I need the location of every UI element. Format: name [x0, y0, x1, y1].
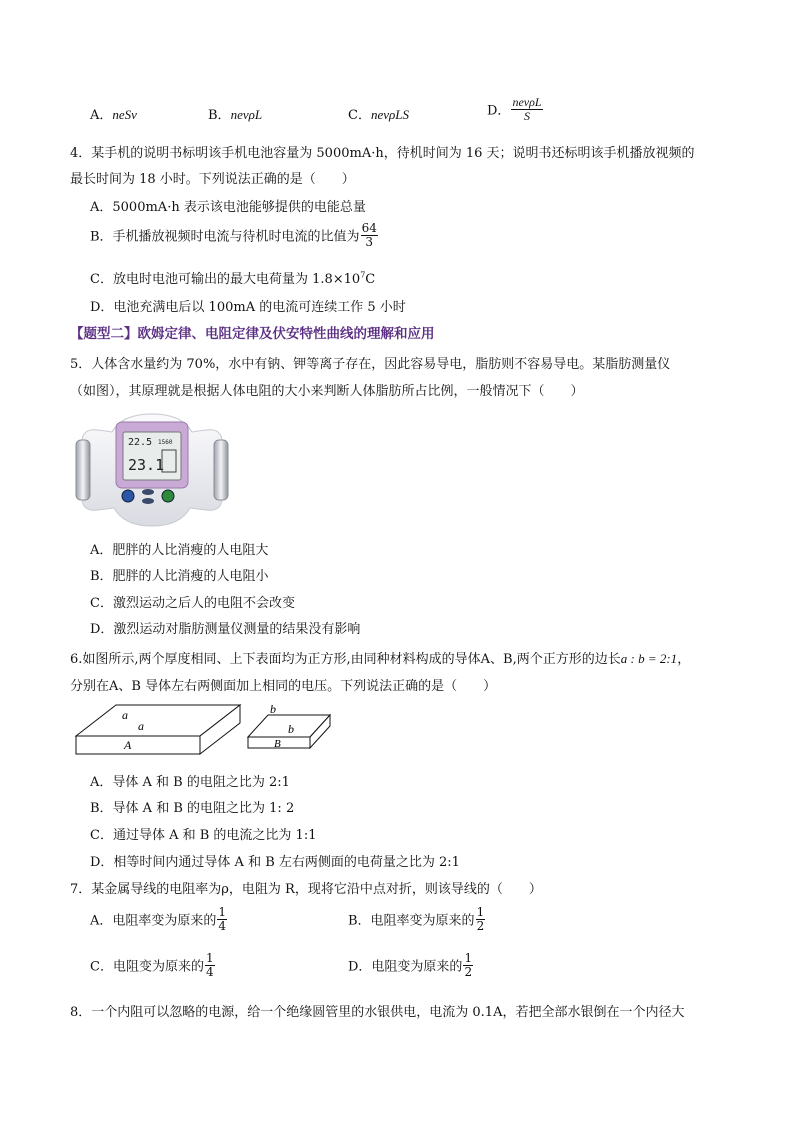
- q3-option-d: D． $\frac{\text{nevρL}}{S}$: [487, 95, 542, 123]
- q7-stem: 7．某金属导线的电阻率为ρ，电阻为 R，现将它沿中点对折，则该导线的（ ）: [70, 882, 542, 897]
- q5-stem-line1: 5．人体含水量约为 70%，水中有钠、钾等离子存在，因此容易导电，脂肪则不容易导电。某脂肪测量仪: [70, 357, 671, 372]
- q5-option-a: A．肥胖的人比消瘦的人电阻大: [90, 543, 269, 558]
- device-reading-main: 23.1: [128, 456, 165, 474]
- label-B: B: [274, 738, 281, 750]
- q5-option-d: D．激烈运动对脂肪测量仪测量的结果没有影响: [90, 622, 361, 637]
- section-heading: 【题型二】欧姆定律、电阻定律及伏安特性曲线的理解和应用: [70, 326, 435, 342]
- q7-option-b: B．电阻率变为原来的 $\frac{1}{2}$: [348, 905, 485, 933]
- device-reading-top: 22.5: [128, 437, 153, 448]
- q6-option-c: C．通过导体 A 和 B 的电流之比为 1:1: [90, 828, 317, 843]
- q5-option-c: C．激烈运动之后人的电阻不会改变: [90, 596, 295, 611]
- label-a-edge-1: a: [122, 708, 128, 722]
- q7-option-a: A．电阻率变为原来的 $\frac{1}{4}$: [90, 905, 227, 933]
- conductor-a-front-face: [76, 736, 200, 754]
- q6-stem-line1: 6.如图所示,两个厚度相同、上下表面均为正方形,由同种材料构成的导体A、B,两个正方形的边长a : b = 2:1，: [70, 651, 691, 667]
- label-a-edge-2: a: [138, 719, 144, 733]
- label-b-edge-1: b: [270, 702, 276, 716]
- q6-option-b: B．导体 A 和 B 的电阻之比为 1: 2: [90, 801, 295, 816]
- q5-stem-line2: （如图），其原理就是根据人体电阻的大小来判断人体脂肪所占比例，一般情况下（ ）: [70, 384, 584, 399]
- q3-option-b: B．nevρL: [208, 107, 263, 123]
- q3-option-c: C．nevρLS: [348, 107, 409, 123]
- q4-option-b: B．手机播放视频时电流与待机时电流的比值为 $\frac{64}{3}$: [90, 221, 377, 249]
- device-button-blue: [122, 490, 134, 502]
- q4-option-d: D．电池充满电后以 100mA 的电流可连续工作 5 小时: [90, 300, 406, 315]
- q3-option-a: A．neSv: [90, 107, 137, 123]
- q7-option-d: D．电阻变为原来的 $\frac{1}{2}$: [348, 951, 473, 979]
- fat-meter-illustration: [72, 410, 232, 528]
- conductor-figure: [74, 702, 374, 758]
- q5-option-b: B．肥胖的人比消瘦的人电阻小: [90, 569, 269, 584]
- device-button-green: [162, 490, 174, 502]
- q4-option-a: A．5000mA·h 表示该电池能够提供的电能总量: [90, 200, 366, 215]
- q8-stem-line1: 8．一个内阻可以忽略的电源，给一个绝缘圆管里的水银供电，电流为 0.1A，若把全部水银倒在一个内径大: [70, 1005, 685, 1020]
- q6-option-a: A．导体 A 和 B 的电阻之比为 2:1: [90, 775, 290, 790]
- q4-option-c: C．放电时电池可输出的最大电荷量为 $1.8\times 10^7C$: [90, 270, 376, 287]
- q7-option-c: C．电阻变为原来的 $\frac{1}{4}$: [90, 951, 214, 979]
- device-reading-side: 1560: [158, 439, 173, 446]
- q4-stem-line1: 4．某手机的说明书标明该手机电池容量为 5000mA·h，待机时间为 16 天；说明书还标明该手机播放视频的: [70, 146, 695, 161]
- label-A: A: [124, 738, 132, 752]
- q4-stem-line2: 最长时间为 18 小时。下列说法正确的是（ ）: [70, 172, 355, 187]
- label-b-edge-2: b: [288, 722, 294, 736]
- q6-option-d: D．相等时间内通过导体 A 和 B 左右两侧面的电荷量之比为 2:1: [90, 855, 460, 870]
- q6-stem-line2: 分别在A、B 导体左右两侧面加上相同的电压。下列说法正确的是（ ）: [70, 679, 497, 694]
